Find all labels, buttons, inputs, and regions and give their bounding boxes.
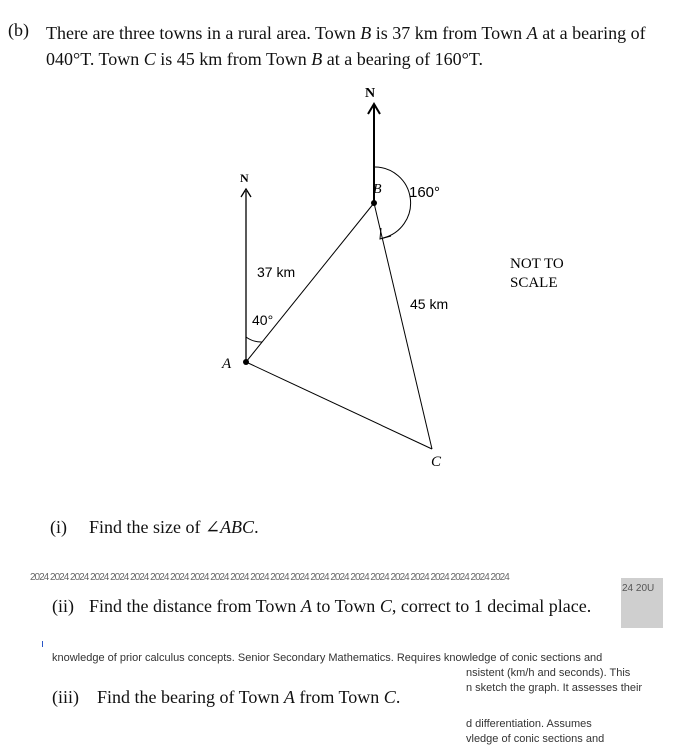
subquestion-iii-label: (iii) xyxy=(52,687,79,707)
side-bc xyxy=(374,203,432,449)
label-c: C xyxy=(431,454,442,470)
distance-ab: 37 km xyxy=(257,264,296,280)
angle-a-label: 40° xyxy=(252,312,274,328)
not-to-scale-2: SCALE xyxy=(510,275,558,291)
label-b: B xyxy=(373,182,382,197)
text-cursor xyxy=(42,641,43,647)
question-intro: There are three towns in a rural area. Town B is 37 km from Town A at a bearing of 040°T. Town C is 45 km from Town B at a bearing of 160°T. xyxy=(46,23,646,69)
subquestion-ii-label: (ii) xyxy=(52,596,74,616)
point-a xyxy=(243,359,249,365)
not-to-scale-1: NOT TO xyxy=(510,256,564,272)
page-number: 24 20U xyxy=(622,583,655,594)
point-b xyxy=(371,200,377,206)
overlay-line-2: nsistent (km/h and seconds). This xyxy=(466,667,631,679)
side-ac xyxy=(246,362,432,449)
north-label-a: N xyxy=(240,171,249,185)
label-a: A xyxy=(222,356,232,372)
side-ab xyxy=(246,203,374,362)
overlay-text-strip: 2024 2024 2024 2024 2024 2024 2024 2024 2024 2024 2024 2024 2024 2024 2024 2024 2024 2024 2024 2024 2024 2024 2024 2024 xyxy=(30,572,509,583)
north-label-b: N xyxy=(365,86,376,101)
overlay-line-4: d differentiation. Assumes xyxy=(466,718,592,730)
subquestion-ii-text: Find the distance from Town A to Town C, correct to 1 decimal place. xyxy=(89,596,592,616)
subquestion-i-label: (i) xyxy=(50,517,67,537)
angle-arc-40 xyxy=(246,337,262,342)
part-label: (b) xyxy=(8,20,29,40)
bearing-label: 160° xyxy=(409,184,441,201)
overlay-line-3: n sketch the graph. It assesses their xyxy=(466,682,643,694)
subquestion-iii-text: Find the bearing of Town A from Town C. xyxy=(97,687,401,707)
overlay-line-1: knowledge of prior calculus concepts. Senior Secondary Mathematics. Requires knowledge of conic sections and xyxy=(52,652,603,664)
distance-bc: 45 km xyxy=(410,296,449,312)
subquestion-i-text: Find the size of ∠ABC. xyxy=(89,517,259,537)
overlay-line-5: vledge of conic sections and xyxy=(466,733,605,745)
